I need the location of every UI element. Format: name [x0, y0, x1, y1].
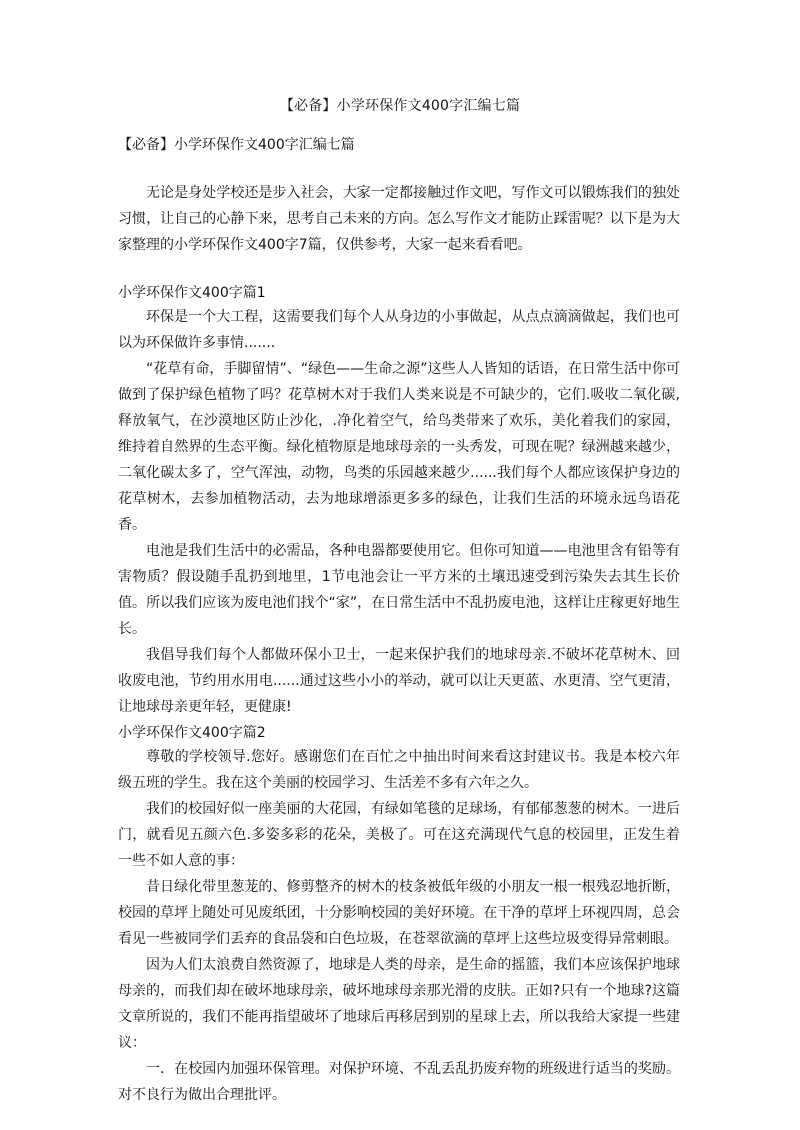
- intro-paragraph: 无论是身处学校还是步入社会，大家一定都接触过作文吧，写作文可以锻炼我们的独处习惯，让自己的心静下来，思考自己未来的方向。怎么写作文才能防止踩雷呢？以下是为大家整理的小学环保作文400字7篇，仅供参考，大家一起来看看吧。: [118, 185, 680, 253]
- section-2-paragraph: 我们的校园好似一座美丽的大花园，有绿如笔毯的足球场，有郁郁葱葱的树木。一进后门，就看见五颜六色.多姿多彩的花朵，美极了。可在这充满现代气息的校园里，正发生着一些不如人意的事：: [118, 801, 680, 869]
- section-1-paragraph: “花草有命，手脚留情”、“绿色——生命之源”这些人人皆知的话语，在日常生活中你可做到了保护绿色植物了吗？花草树木对于我们人类来说是不可缺少的，它们.吸收二氧化碳,释放氧气，在沙漠地区防止沙化，.净化着空气，给鸟类带来了欢乐，美化着我们的家园，维持着自然界的生态平衡。绿化植物原是地球母亲的一头秀发，可现在呢？绿洲越来越少，二氧化碳太多了，空气浑浊，动物，鸟类的乐园越来越少......我们每个人都应该保护身边的花草树木，去参加植物活动，去为地球增添更多多的绿色，让我们生活的环境永远鸟语花香。: [118, 361, 680, 533]
- section-2-paragraph: 因为人们太浪费自然资源了，地球是人类的母亲，是生命的摇篮，我们本应该保护地球母亲的，而我们却在破坏地球母亲，破坏地球母亲那光滑的皮肤。正如?只有一个地球?这篇文章所说的，我们不能再指望破坏了地球后再移居到别的星球上去，所以我给大家提一些建议：: [118, 957, 680, 1051]
- section-2-paragraph: 尊敬的学校领导.您好。感谢您们在百忙之中抽出时间来看这封建议书。我是本校六年级五班的学生。我在这个美丽的校园学习、生活差不多有六年之久。: [118, 749, 680, 791]
- section-1-paragraph: 我倡导我们每个人都做环保小卫士，一起来保护我们的地球母亲.不破坏花草树木、回收废电池，节约用水用电......通过这些小小的举动，就可以让天更蓝、水更清、空气更清，让地球母亲更年轻，更健康!: [118, 647, 680, 715]
- document-title: 【必备】小学环保作文400字汇编七篇: [279, 98, 521, 114]
- section-2-paragraph: 昔日绿化带里葱茏的、修剪整齐的树木的枝条被低年级的小朋友一根一根残忍地折断，校园的草坪上随处可见废纸团，十分影响校园的美好环境。在干净的草坪上环视四周，总会看见一些被同学们丢弃的食品袋和白色垃圾，在苍翠欲滴的草坪上这些垃圾变得异常刺眼。: [118, 879, 680, 947]
- document-subtitle: 【必备】小学环保作文400字汇编七篇: [118, 137, 355, 153]
- document-body: [118, 180, 680, 1108]
- section-1-paragraph: 电池是我们生活中的必需品，各种电器都要使用它。但你可知道——电池里含有铅等有害物质？假设随手乱扔到地里，1节电池会让一平方米的土壤迅速受到污染失去其生长价值。所以我们应该为废电池们找个“家”，在日常生活中不乱扔废电池，这样让庄稼更好地生长。: [118, 543, 680, 637]
- section-2-heading: 小学环保作文400字篇2: [118, 725, 266, 741]
- section-2-paragraph: 一．在校园内加强环保管理。对保护环境、不乱丢乱扔废弃物的班级进行适当的奖励。对不良行为做出合理批评。: [118, 1061, 680, 1103]
- section-1-paragraph: 环保是一个大工程，这需要我们每个人从身边的小事做起，从点点滴滴做起，我们也可以为环保做许多事情.......: [118, 309, 680, 351]
- section-1-heading: 小学环保作文400字篇1: [118, 285, 266, 301]
